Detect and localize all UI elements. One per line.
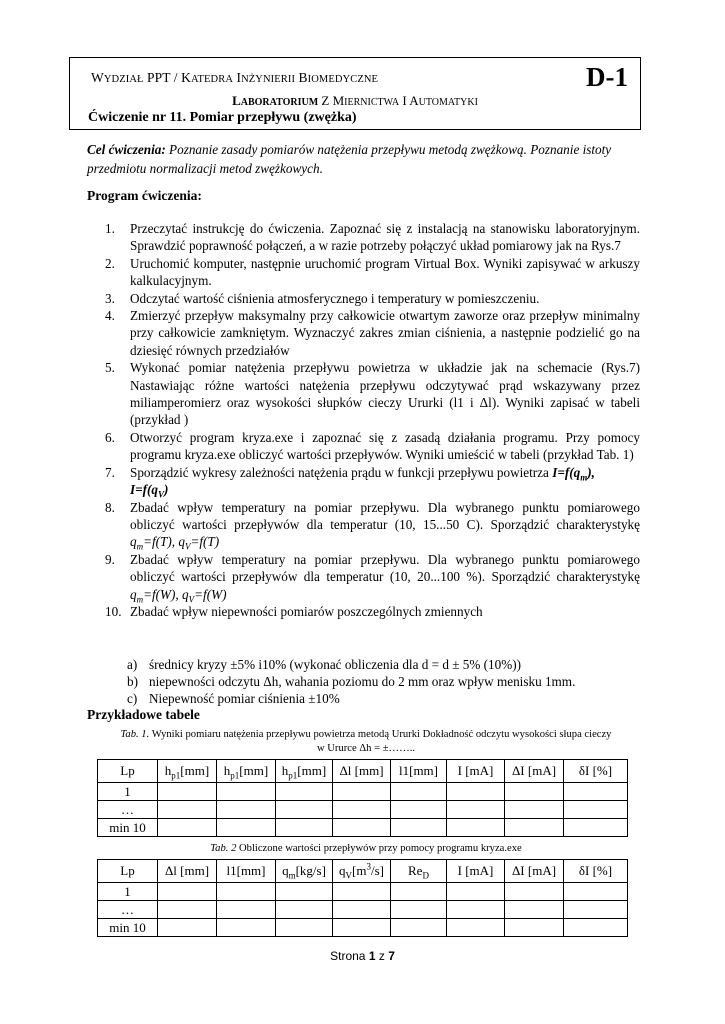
column-header: l1[mm]	[391, 760, 447, 783]
table-row	[98, 883, 628, 901]
exercise-title: Ćwiczenie nr 11. Pomiar przepływu (zwężka)	[88, 110, 357, 125]
column-header: I [mA]	[447, 860, 505, 883]
exercise-code: D-1	[586, 62, 628, 92]
column-header: δI [%]	[564, 760, 628, 783]
column-header: δI [%]	[564, 860, 628, 883]
table-cell: …	[98, 801, 158, 819]
laboratory-line: LABORATORIUM Z MIERNICTWA I AUTOMATYKI	[232, 93, 478, 108]
list-item: 8. Zbadać wpływ temperatury na pomiar przepływu. Dla wybranego punktu pomiarowego obliczyć wartości przepływów dla temperatur (10, 15...50 C). Sporządzić charakterystykę $q_m=f(T)$, $q_V=f(T)$	[105, 499, 640, 552]
table2-caption: Tab. 2 Obliczone wartości przepływów przy pomocy programu kryza.exe	[210, 843, 522, 854]
list-item: 10. Zbadać wpływ niepewności pomiarów poszczególnych zmiennych	[105, 603, 483, 619]
list-item: 9. Zbadać wpływ temperatury na pomiar przepływu. Dla wybranego punktu pomiarowego obliczyć wartości przepływów dla temperatur (10, 20...100 %). Sporządzić charakterystykę $q_m=f(W)$, $q_V=f(W)$	[105, 551, 640, 605]
program-steps-list	[105, 220, 640, 620]
list-item: 7. Sporządzić wykresy zależności natężenia prądu w funkcji przepływu powietrza $I=f(q_m)$, $I=f(q_V)$	[105, 464, 595, 500]
page-number-footer: Strona 1 z 7	[330, 949, 395, 963]
table-row	[98, 901, 628, 919]
table-cell: 1	[98, 883, 158, 901]
uncertainty-sublist	[127, 656, 627, 707]
header-box	[69, 57, 641, 130]
faculty-department-line: WYDZIAŁ PPT / KATEDRA INŻYNIERII BIOMEDYCZNE	[91, 70, 379, 85]
column-header: $Re_D$	[391, 860, 447, 883]
column-header: Lp	[98, 860, 158, 883]
table-row	[98, 819, 628, 837]
column-header: $q_m[kg/s]$	[276, 860, 333, 883]
list-item: 1. Przeczytać instrukcję do ćwiczenia. Zapoznać się z instalacją na stanowisku laboratoryjnym. Sprawdzić poprawność połączeń, a w razie potrzeby połączyć układ pomiarowy jak na Rys.7	[105, 221, 640, 254]
column-header: $h_{p1}[mm]$	[217, 760, 276, 783]
list-item: a) średnicy kryzy ±5% i10% (wykonać obliczenia dla d = d ± 5% (10%))	[127, 657, 521, 672]
list-item: 2. Uruchomić komputer, następnie uruchomić program Virtual Box. Wyniki zapisywać w arkuszy kalkulacyjnym.	[105, 255, 640, 289]
table-cell: 1	[98, 783, 158, 801]
table-row	[98, 801, 628, 819]
list-item: b) niepewności odczytu Δh, wahania poziomu do 2 mm oraz wpływ menisku 1mm.	[127, 674, 576, 689]
column-header: $q_V[m^3/s]$	[333, 860, 391, 883]
list-item: 4. Zmierzyć przepływ maksymalny przy całkowicie otwartym zaworze oraz przepływ minimalny przy całkowicie zamkniętym. Wyznaczyć zakres zmian ciśnienia, a następnie podzielić go na dziesięć równych przedziałów	[105, 308, 640, 358]
table-cell: min 10	[98, 919, 158, 937]
list-item: 3. Odczytać wartość ciśnienia atmosferycznego i temperatury w pomieszczeniu.	[105, 290, 540, 306]
column-header: Δl [mm]	[333, 760, 391, 783]
table-header-row	[98, 860, 628, 883]
goal-label: Cel ćwiczenia:	[87, 142, 166, 157]
list-item: 5. Wykonać pomiar natężenia przepływu powietrza w układzie jak na schemacie (Rys.7) Nastawiając różne wartości natężenia przepływu odczytywać prąd wskazywany przez miliamperomierz oraz wysokości słupków cieczy Ururki (l1 i Δl). Wyniki zapisać w tabeli (przykład )	[105, 360, 640, 428]
table1	[97, 759, 628, 837]
table-row	[98, 919, 628, 937]
column-header: ΔI [mA]	[505, 860, 564, 883]
list-item: 6. Otworzyć program kryza.exe i zapoznać się z zasadą działania programu. Przy pomocy programu kryza.exe obliczyć wartości przepływów. Wyniki umieścić w tabeli (przykład Tab. 1)	[105, 429, 640, 463]
table-header-row	[98, 760, 628, 783]
table2	[97, 859, 628, 937]
list-item: c) Niepewność pomiar ciśnienia ±10%	[127, 691, 340, 706]
column-header: I [mA]	[447, 760, 505, 783]
column-header: $h_{p1}[mm]$	[276, 760, 333, 783]
program-heading: Program ćwiczenia:	[87, 188, 202, 203]
goal-text: Poznanie zasady pomiarów natężenia przepływu metodą zwężkową. Poznanie istoty przedmiotu normalizacji metod zwężkowych.	[87, 142, 612, 176]
table1-caption: Tab. 1. Wyniki pomiaru natężenia przepływu powietrza metodą Ururki Dokładność odczytu wysokości słupa cieczy w Ururce Δh = ±……..	[120, 729, 612, 754]
table-row	[98, 783, 628, 801]
exercise-goal	[87, 140, 647, 178]
column-header: ΔI [mA]	[505, 760, 564, 783]
tables-heading: Przykładowe tabele	[87, 707, 200, 722]
column-header: $h_{p1}[mm]$	[158, 760, 217, 783]
column-header: l1[mm]	[217, 860, 276, 883]
table-cell: …	[98, 901, 158, 919]
column-header: Lp	[98, 760, 158, 783]
column-header: Δl [mm]	[158, 860, 217, 883]
table-cell: min 10	[98, 819, 158, 837]
